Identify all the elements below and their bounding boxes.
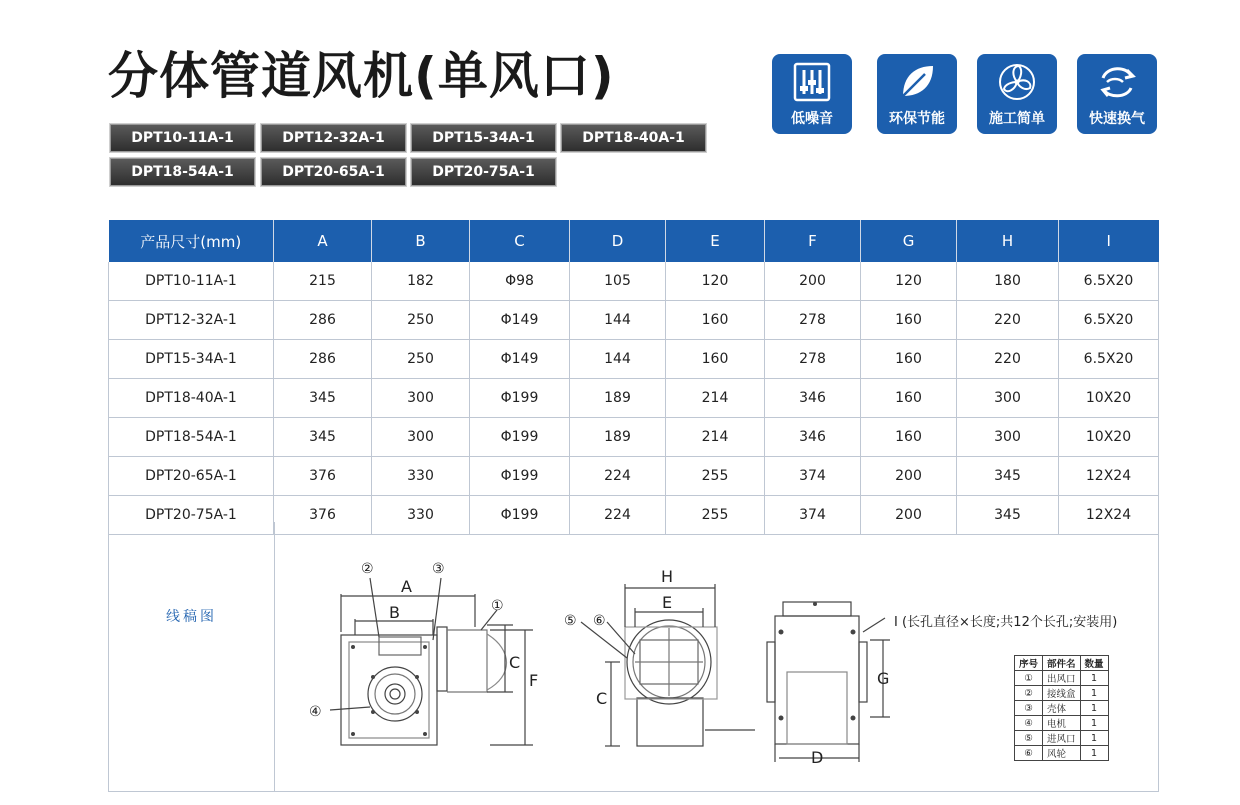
- model-chip: DPT15-34A-1: [411, 124, 556, 152]
- model-chip: DPT18-40A-1: [561, 124, 706, 152]
- parts-header: 序号: [1015, 656, 1043, 671]
- model-cell: DPT12-32A-1: [109, 301, 274, 340]
- dimension-cell: 255: [666, 496, 765, 535]
- dimension-cell: Φ98: [470, 262, 570, 301]
- dimension-cell: 214: [666, 418, 765, 457]
- dimension-cell: 182: [372, 262, 470, 301]
- model-chip: DPT10-11A-1: [110, 124, 255, 152]
- dim-label-a: A: [401, 577, 412, 596]
- table-header: I: [1059, 220, 1159, 262]
- table-header: C: [470, 220, 570, 262]
- dimension-cell: 160: [861, 418, 957, 457]
- dimension-cell: 330: [372, 496, 470, 535]
- part-qty: 1: [1080, 686, 1108, 701]
- model-chip: DPT18-54A-1: [110, 158, 255, 186]
- marker-motor: ④: [309, 704, 322, 720]
- dimension-cell: 6.5X20: [1059, 301, 1159, 340]
- feature-eco: 环保节能: [877, 54, 957, 134]
- dimension-cell: 345: [957, 496, 1059, 535]
- dimension-cell: 345: [274, 379, 372, 418]
- part-qty: 1: [1080, 671, 1108, 686]
- marker-impeller: ⑥: [593, 613, 606, 629]
- dimension-cell: 376: [274, 496, 372, 535]
- dimension-cell: Φ199: [470, 496, 570, 535]
- table-header: F: [765, 220, 861, 262]
- dimension-cell: 330: [372, 457, 470, 496]
- dimension-cell: 144: [570, 301, 666, 340]
- parts-row: [1015, 701, 1109, 716]
- part-name: 进风口: [1043, 731, 1081, 746]
- table-row: [109, 379, 1159, 418]
- dimension-cell: 220: [957, 301, 1059, 340]
- dimension-cell: Φ199: [470, 418, 570, 457]
- dimension-cell: 160: [666, 301, 765, 340]
- dim-label-b: B: [389, 603, 400, 622]
- table-row: [109, 301, 1159, 340]
- parts-row: [1015, 671, 1109, 686]
- dimension-cell: Φ149: [470, 340, 570, 379]
- dimension-cell: 376: [274, 457, 372, 496]
- dim-label-c-side: C: [596, 689, 608, 708]
- table-header: B: [372, 220, 470, 262]
- part-number: ③: [1015, 701, 1043, 716]
- dimension-cell: 250: [372, 340, 470, 379]
- dimension-cell: 200: [861, 496, 957, 535]
- model-cell: DPT15-34A-1: [109, 340, 274, 379]
- table-header: D: [570, 220, 666, 262]
- dimension-cell: 120: [666, 262, 765, 301]
- marker-inlet: ⑤: [564, 613, 577, 629]
- fan-icon: [997, 60, 1037, 104]
- model-chip: DPT20-65A-1: [261, 158, 406, 186]
- dimension-cell: 278: [765, 340, 861, 379]
- parts-row: [1015, 686, 1109, 701]
- model-cell: DPT18-54A-1: [109, 418, 274, 457]
- sliders-icon: [792, 60, 832, 104]
- parts-row: [1015, 746, 1109, 761]
- dimension-cell: 189: [570, 379, 666, 418]
- dimension-cell: 346: [765, 418, 861, 457]
- part-name: 壳体: [1043, 701, 1081, 716]
- model-cell: DPT18-40A-1: [109, 379, 274, 418]
- dimension-cell: 346: [765, 379, 861, 418]
- parts-row: [1015, 731, 1109, 746]
- marker-junction-box: ②: [361, 561, 374, 577]
- dimension-cell: 12X24: [1059, 496, 1159, 535]
- dimension-cell: 374: [765, 496, 861, 535]
- dimension-cell: 250: [372, 301, 470, 340]
- dimension-cell: 286: [274, 340, 372, 379]
- dimension-cell: 224: [570, 496, 666, 535]
- table-row: [109, 340, 1159, 379]
- dimension-cell: Φ199: [470, 379, 570, 418]
- dimension-cell: 160: [861, 379, 957, 418]
- model-cell: DPT20-65A-1: [109, 457, 274, 496]
- part-name: 风轮: [1043, 746, 1081, 761]
- dimension-table: [108, 220, 1159, 535]
- feature-low-noise: 低噪音: [772, 54, 852, 134]
- slot-note: I (长孔直径×长度;共12个长孔;安装用): [894, 615, 1118, 630]
- dim-label-h: H: [661, 567, 674, 586]
- marker-outlet: ①: [491, 598, 504, 614]
- parts-body: [1015, 671, 1109, 761]
- dimension-cell: 10X20: [1059, 379, 1159, 418]
- part-qty: 1: [1080, 716, 1108, 731]
- dimension-cell: 120: [861, 262, 957, 301]
- page-title: 分体管道风机(单风口): [108, 47, 615, 105]
- dimension-cell: 10X20: [1059, 418, 1159, 457]
- dimension-cell: 105: [570, 262, 666, 301]
- dimension-cell: 220: [957, 340, 1059, 379]
- dimension-cell: 286: [274, 301, 372, 340]
- dimension-cell: 200: [765, 262, 861, 301]
- dim-label-d: D: [811, 748, 824, 767]
- part-number: ⑥: [1015, 746, 1043, 761]
- line-drawing-section: [108, 522, 1159, 792]
- part-name: 出风口: [1043, 671, 1081, 686]
- dimension-cell: Φ199: [470, 457, 570, 496]
- part-number: ①: [1015, 671, 1043, 686]
- part-qty: 1: [1080, 731, 1108, 746]
- dim-label-c: C: [509, 653, 521, 672]
- table-row: [109, 262, 1159, 301]
- airflow-icon: [1097, 60, 1137, 104]
- part-qty: 1: [1080, 701, 1108, 716]
- dimension-cell: 278: [765, 301, 861, 340]
- dimension-cell: 189: [570, 418, 666, 457]
- dimension-cell: 224: [570, 457, 666, 496]
- parts-row: [1015, 716, 1109, 731]
- model-chip: DPT20-75A-1: [411, 158, 556, 186]
- dimension-cell: 215: [274, 262, 372, 301]
- dimension-cell: 6.5X20: [1059, 340, 1159, 379]
- dimension-cell: 12X24: [1059, 457, 1159, 496]
- model-cell: DPT10-11A-1: [109, 262, 274, 301]
- table-header: E: [666, 220, 765, 262]
- dimension-cell: 214: [666, 379, 765, 418]
- dimension-cell: Φ149: [470, 301, 570, 340]
- table-header: A: [274, 220, 372, 262]
- dimension-cell: 300: [372, 379, 470, 418]
- dimension-cell: 374: [765, 457, 861, 496]
- model-cell: DPT20-75A-1: [109, 496, 274, 535]
- dimension-cell: 300: [372, 418, 470, 457]
- dim-label-f: F: [529, 671, 539, 690]
- part-name: 接线盒: [1043, 686, 1081, 701]
- parts-header-row: [1015, 656, 1109, 671]
- model-chip: DPT12-32A-1: [261, 124, 406, 152]
- table-row: [109, 457, 1159, 496]
- dim-label-e: E: [662, 593, 673, 612]
- parts-header: 数量: [1080, 656, 1108, 671]
- dimension-cell: 160: [861, 301, 957, 340]
- drawing-label: 线稿图: [109, 522, 275, 791]
- part-qty: 1: [1080, 746, 1108, 761]
- dimension-cell: 6.5X20: [1059, 262, 1159, 301]
- feature-fast-ventilation: 快速换气: [1077, 54, 1157, 134]
- dimension-cell: 144: [570, 340, 666, 379]
- dimension-cell: 180: [957, 262, 1059, 301]
- dimension-cell: 345: [957, 457, 1059, 496]
- table-header: 产品尺寸(mm): [109, 220, 274, 262]
- dimension-cell: 160: [666, 340, 765, 379]
- parts-table: [1014, 655, 1109, 761]
- feature-easy-install: 施工简单: [977, 54, 1057, 134]
- table-row: [109, 418, 1159, 457]
- leaf-icon: [897, 60, 937, 104]
- dimension-cell: 300: [957, 379, 1059, 418]
- dimension-cell: 200: [861, 457, 957, 496]
- table-header: G: [861, 220, 957, 262]
- part-number: ⑤: [1015, 731, 1043, 746]
- dim-label-g: G: [877, 669, 890, 688]
- parts-header: 部件名: [1043, 656, 1081, 671]
- table-body: [109, 262, 1159, 535]
- dimension-cell: 300: [957, 418, 1059, 457]
- table-header-row: [109, 220, 1159, 262]
- part-number: ④: [1015, 716, 1043, 731]
- table-header: H: [957, 220, 1059, 262]
- part-number: ②: [1015, 686, 1043, 701]
- marker-casing: ③: [432, 561, 445, 577]
- dimension-cell: 345: [274, 418, 372, 457]
- dimension-cell: 160: [861, 340, 957, 379]
- part-name: 电机: [1043, 716, 1081, 731]
- dimension-cell: 255: [666, 457, 765, 496]
